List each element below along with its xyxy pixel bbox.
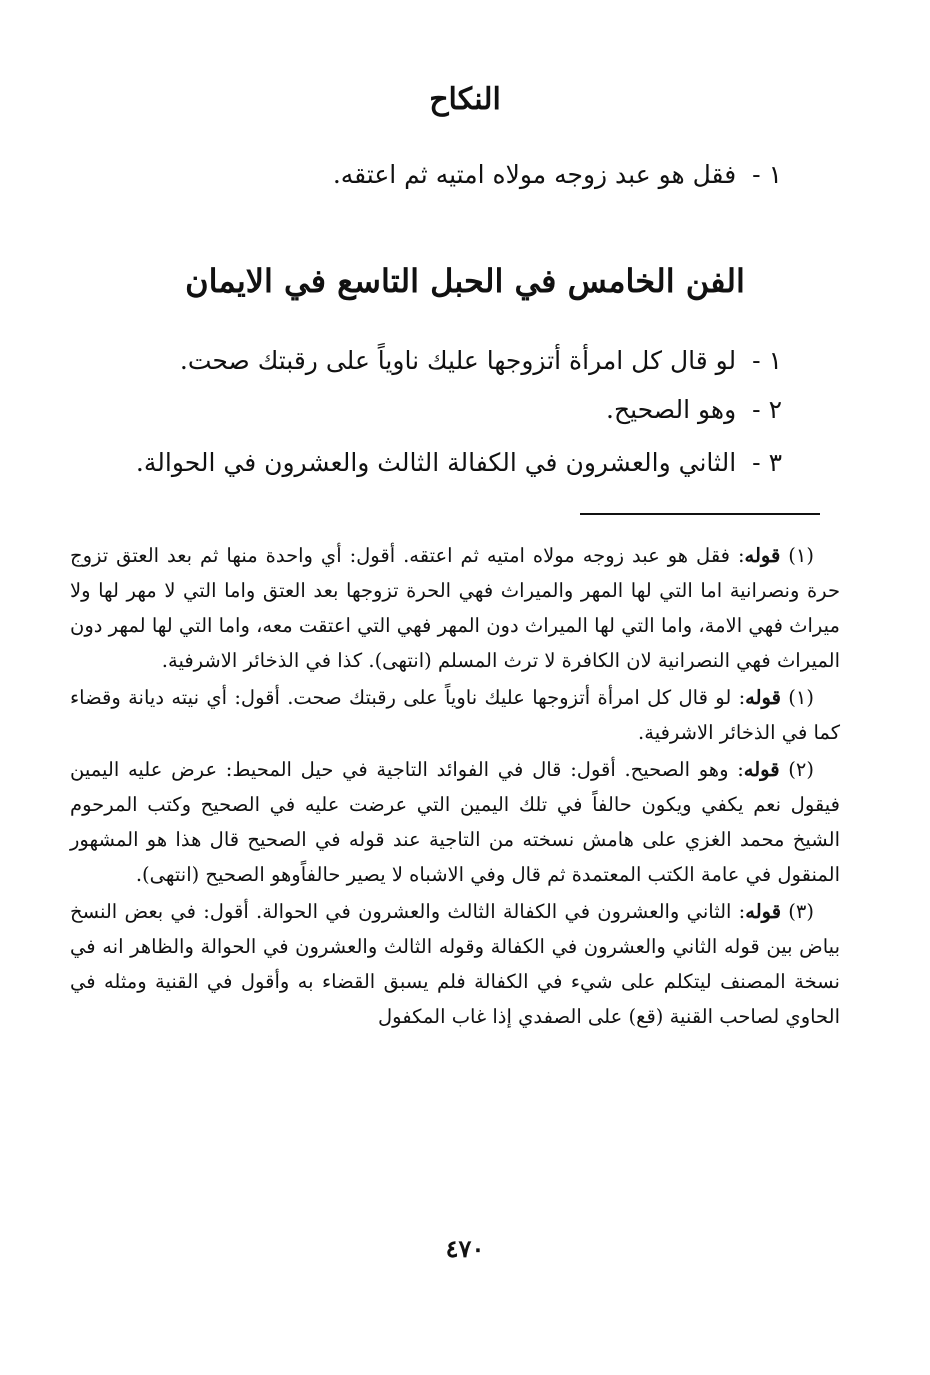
commentary-paragraph <box>70 894 840 1034</box>
commentary-marker: (٣) <box>788 900 814 923</box>
commentary-marker: (١) <box>788 544 814 567</box>
commentary-label: قوله <box>745 686 781 709</box>
page-number: ٤٧٠ <box>445 1234 485 1263</box>
commentary-text: : فقل هو عبد زوجه مولاه امتيه ثم اعتقه. أقول: أي واحدة منها ثم بعد العتق تزوج حرة ونصرانية اما التي لها المهر والميراث فهي الحرة تزوجها بعد العتق واما التي لا مهر لها ولا ميراث فهي الامة، واما التي لها الميراث دون المهر فهي التي اعتقت معه، واما التي لها لمهر دون الميراث فهي النصرانية لان الكافرة لا ترث المسلم (انتهى). كذا في الذخائر الاشرفية. <box>70 544 840 672</box>
footnote-separator-rule <box>580 513 820 515</box>
commentary-label: قوله <box>745 900 782 923</box>
commentary-label: قوله <box>744 544 781 567</box>
running-head: النكاح <box>429 82 501 117</box>
section-note-text: لو قال كل امرأة أتزوجها عليك ناوياً على رقبتك صحت. <box>179 346 737 375</box>
section-note-number: ٣ - <box>752 448 782 477</box>
section-note-line <box>180 346 782 375</box>
section-note-text: وهو الصحيح. <box>606 395 737 424</box>
commentary-paragraph <box>70 680 840 750</box>
commentary-text: : وهو الصحيح. أقول: قال في الفوائد التاجية في حيل المحيط: عرض عليه اليمين فيقول نعم يكفي ويكون حالفاً في تلك اليمين التي عرضت عليه في الصحيح وكتب المرحوم الشيخ محمد الغزي على هامش نسخته من التاجية عند قوله في الصحيح قال هذا هو المشهور المنقول في عامة الكتب المعتمدة ثم قال وفي الاشباه لا يصير حالفاًوهو الصحيح (انتهى). <box>70 758 840 886</box>
section-note-number: ١ - <box>752 346 782 375</box>
section-note-text: الثاني والعشرون في الكفالة الثالث والعشرون في الحوالة. <box>135 448 737 477</box>
top-note-number: ١ - <box>752 160 782 189</box>
top-note-text: فقل هو عبد زوجه مولاه امتيه ثم اعتقه. <box>332 160 737 189</box>
section-note-line <box>136 448 782 477</box>
commentary-paragraph <box>70 752 840 892</box>
section-note-number: ٢ - <box>752 395 782 424</box>
commentary-text: : لو قال كل امرأة أتزوجها عليك ناوياً على رقبتك صحت. أقول: أي نيته ديانة وقضاء كما في الذخائر الاشرفية. <box>70 686 840 744</box>
commentary-block <box>70 538 840 1036</box>
commentary-paragraph <box>70 538 840 678</box>
section-title: الفن الخامس في الحبل التاسع في الايمان <box>185 262 745 300</box>
commentary-marker: (٢) <box>788 758 814 781</box>
commentary-text: : الثاني والعشرون في الكفالة الثالث والعشرون في الحوالة. أقول: في بعض النسخ بياض بين قوله الثاني والعشرون في الكفالة وقوله الثالث والعشرون في الحوالة والظاهر انه في نسخة المصنف ليتكلم على شيء في الكفالة فلم يسبق القضاء به وأقول في القنية ومثله في الحاوي لصاحب القنية (قع) على الصفدي إذا غاب المكفول <box>70 900 840 1028</box>
commentary-marker: (١) <box>788 686 814 709</box>
top-note-line <box>333 160 782 189</box>
commentary-label: قوله <box>743 758 780 781</box>
section-note-line <box>606 395 782 424</box>
